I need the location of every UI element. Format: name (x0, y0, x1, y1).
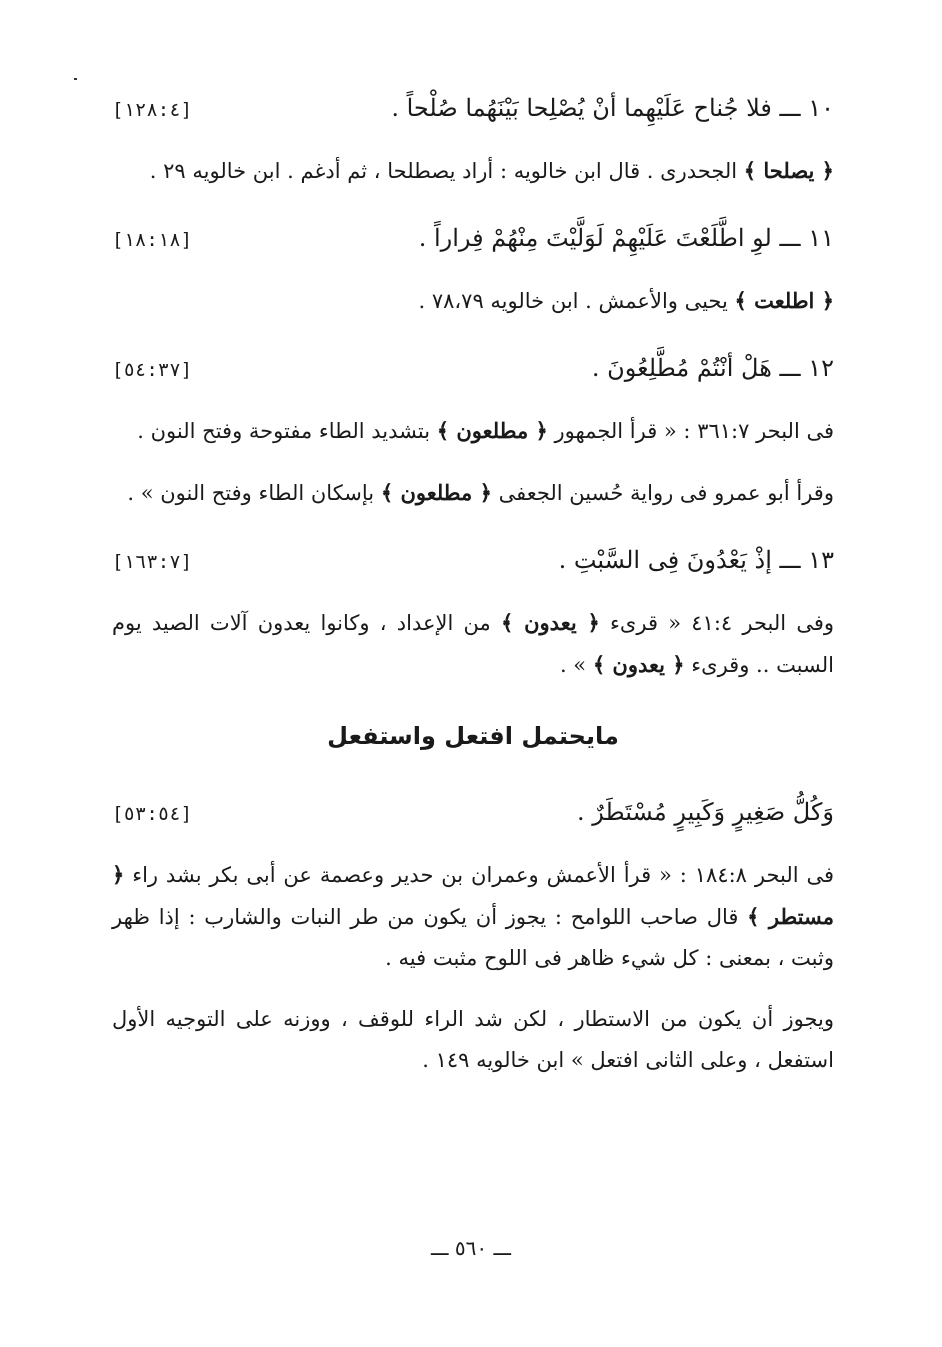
margin-mark (74, 78, 77, 80)
commentary-paragraph: ويجوز أن يكون من الاستطار ، لكن شد الراء للوقف ، ووزنه على التوجيه الأول استفعل ، وعلى الثانى افتعل » ابن خالويه ١٤٩ . (112, 1007, 834, 1072)
highlighted-reading: ﴿ اطلعت ﴾ (734, 288, 834, 313)
verse-reference: [١٨:١٨] (112, 229, 193, 251)
verse-line-11 (112, 216, 834, 260)
verse-reference: [١٢٨:٤] (112, 99, 193, 121)
verse-reference: [٥٤:٣٧] (112, 359, 193, 381)
verse-text: ١٠ ـــ فلا جُناح عَلَيْهِما أنْ يُصْلِحا بَيْنَهُما صُلْحاً . (391, 94, 834, 122)
highlighted-reading: ﴿ يعدون ﴾ (500, 610, 600, 635)
page-content (112, 86, 834, 1081)
commentary-paragraph: ﴿ يصلحا ﴾ الجحدرى . قال ابن خالويه : أراد يصطلحا ، ثم أدغم . ابن خالويه ٢٩ . (149, 158, 834, 183)
commentary-paragraph: وقرأ أبو عمرو فى رواية حُسين الجعفى ﴿ مطلعون ﴾ بإسكان الطاء وفتح النون » . (127, 480, 834, 505)
highlighted-reading: ﴿ مستطر ﴾ (112, 862, 834, 929)
highlighted-reading: ﴿ مطلعون ﴾ (380, 480, 492, 505)
verse-line-section (112, 790, 834, 834)
highlighted-reading: ﴿ مطلعون ﴾ (436, 418, 548, 443)
verse-text: وَكُلُّ صَغِيرٍ وَكَبِيرٍ مُسْتَطَرٌ . (577, 798, 834, 826)
commentary-paragraph: ﴿ اطلعت ﴾ يحيى والأعمش . ابن خالويه ٧٨،٧٩ . (418, 288, 834, 313)
verse-reference: [١٦٣:٧] (112, 551, 193, 573)
verse-reference: [٥٣:٥٤] (112, 803, 193, 825)
page-number: ـــ ٥٦٠ ـــ (430, 1236, 512, 1260)
verse-line-12 (112, 346, 834, 390)
verse-text: ١١ ـــ لوِ اطَّلَعْتَ عَلَيْهِمْ لَوَلَّيْتَ مِنْهُمْ فِراراً . (418, 224, 834, 252)
highlighted-reading: ﴿ يعدون ﴾ (592, 652, 685, 677)
verse-text: ١٢ ـــ هَلْ أنْتُمْ مُطَّلِعُونَ . (591, 354, 834, 382)
commentary-paragraph: فى البحر ١٨٤:٨ : « قرأ الأعمش وعمران بن حدير وعصمة عن أبى بكر بشد راء ﴿ مستطر ﴾ قال صاحب اللوامح : يجوز أن يكون من طر النبات والشارب : إذا ظهر وثبت ، بمعنى : كل شيء ظاهر فى اللوح مثبت فيه . (112, 862, 834, 970)
verse-line-13 (112, 538, 834, 582)
commentary-paragraph: فى البحر ٣٦١:٧ : « قرأ الجمهور ﴿ مطلعون ﴾ بتشديد الطاء مفتوحة وفتح النون . (137, 418, 834, 443)
commentary-paragraph: وفى البحر ٤١:٤ « قرىء ﴿ يعدون ﴾ من الإعداد ، وكانوا يعدون آلات الصيد يوم السبت .. وقرىء ﴿ يعدون ﴾ » . (112, 610, 835, 677)
highlighted-reading: ﴿ يصلحا ﴾ (743, 158, 834, 183)
verse-line-10 (112, 86, 834, 130)
section-heading: مايحتمل افتعل واستفعل (327, 722, 619, 750)
verse-text: ١٣ ـــ إذْ يَعْدُونَ فِى السَّبْتِ . (558, 546, 834, 574)
